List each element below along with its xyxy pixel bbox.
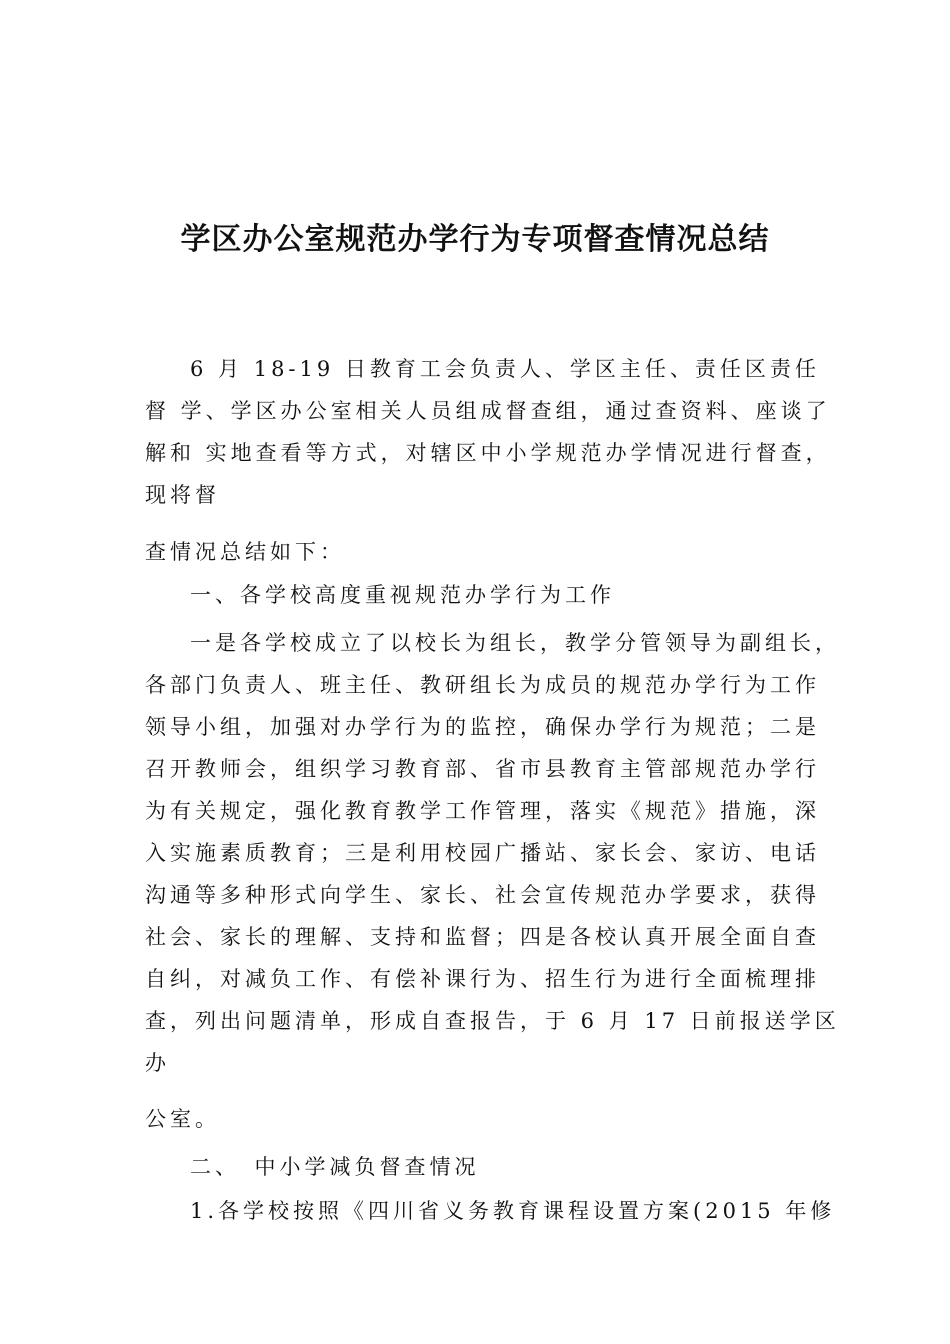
section-heading: 二、 中小学减负督查情况	[190, 1155, 480, 1179]
paragraph-line: 领导小组，加强对办学行为的监控，确保办学行为规范；二是	[145, 715, 820, 739]
paragraph-line: 查，列出问题清单，形成自查报告，于 6 月 17 日前报送学区	[145, 1009, 840, 1033]
paragraph-line: 现将督	[145, 483, 220, 507]
paragraph-line: 自纠，对减负工作、有偿补课行为、招生行为进行全面梳理排	[145, 967, 820, 991]
paragraph-line: 督 学、学区办公室相关人员组成督查组，通过查资料、座谈了	[145, 399, 831, 423]
paragraph-line: 解和 实地查看等方式，对辖区中小学规范办学情况进行督查，	[145, 441, 831, 465]
section-heading: 一、各学校高度重视规范办学行为工作	[190, 583, 615, 607]
paragraph-line: 召开教师会，组织学习教育部、省市县教育主管部规范办学行	[145, 757, 820, 781]
paragraph-line: 沟通等多种形式向学生、家长、社会宣传规范办学要求，获得	[145, 883, 820, 907]
paragraph-line: 1.各学校按照《四川省义务教育课程设置方案(2015 年修	[190, 1199, 836, 1223]
paragraph-line: 一是各学校成立了以校长为组长，教学分管领导为副组长，	[190, 631, 840, 655]
paragraph-line: 6 月 18-19 日教育工会负责人、学区主任、责任区责任	[190, 357, 820, 381]
paragraph-line: 公室。	[145, 1107, 220, 1131]
paragraph-line: 为有关规定，强化教育教学工作管理，落实《规范》措施，深	[145, 799, 820, 823]
document-title: 学区办公室规范办学行为专项督查情况总结	[180, 222, 770, 257]
paragraph-line: 办	[145, 1051, 170, 1075]
paragraph-line: 社会、家长的理解、支持和监督；四是各校认真开展全面自查	[145, 925, 820, 949]
paragraph-line: 查情况总结如下：	[145, 540, 345, 564]
paragraph-line: 入实施素质教育；三是利用校园广播站、家长会、家访、电话	[145, 841, 820, 865]
paragraph-line: 各部门负责人、班主任、教研组长为成员的规范办学行为工作	[145, 673, 820, 697]
